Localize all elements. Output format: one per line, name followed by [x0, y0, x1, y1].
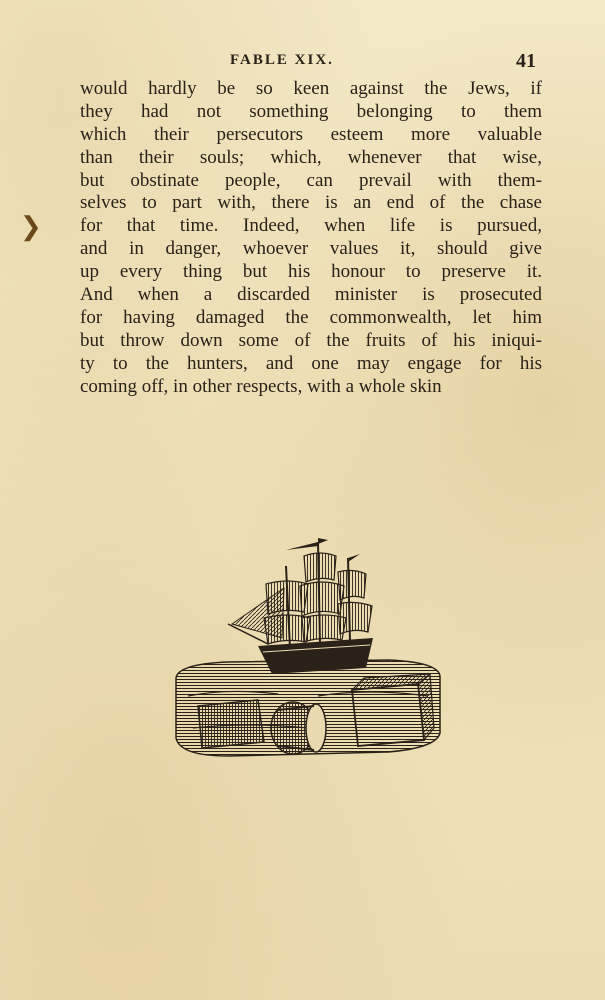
text-line: coming off, in other respects, with a whole skin	[80, 375, 442, 397]
text-line: up every thing but his honour to preserve it.	[80, 261, 542, 283]
ship-icon	[228, 538, 373, 674]
text-line: ty to the hunters, and one may engage for his	[80, 352, 542, 374]
text-line: And when a discarded minister is prosecuted	[80, 284, 542, 306]
text-line: for having damaged the commonwealth, let him	[80, 306, 542, 328]
body-text	[80, 78, 542, 398]
barrel-icon	[271, 702, 326, 754]
text-line: selves to part with, there is an end of the chase	[80, 192, 542, 214]
chapter-heading: FABLE XIX.	[230, 52, 334, 68]
text-line: which their persecutors esteem more valuable	[80, 123, 542, 145]
running-head	[0, 50, 605, 74]
text-line: they had not something belonging to them	[80, 100, 542, 122]
text-line: and in danger, whoever values it, should give	[80, 238, 542, 260]
text-line: would hardly be so keen against the Jews, if	[80, 78, 542, 99]
text-line: but throw down some of the fruits of his iniqui-	[80, 329, 542, 351]
text-line: for that time. Indeed, when life is pursued,	[80, 215, 542, 237]
text-line: but obstinate people, can prevail with them-	[80, 169, 542, 191]
margin-mark-icon: ❯	[20, 212, 42, 241]
text-line: than their souls; which, whenever that wise,	[80, 146, 542, 168]
ship-woodcut-illustration	[168, 528, 446, 772]
page-number: 41	[516, 50, 536, 72]
